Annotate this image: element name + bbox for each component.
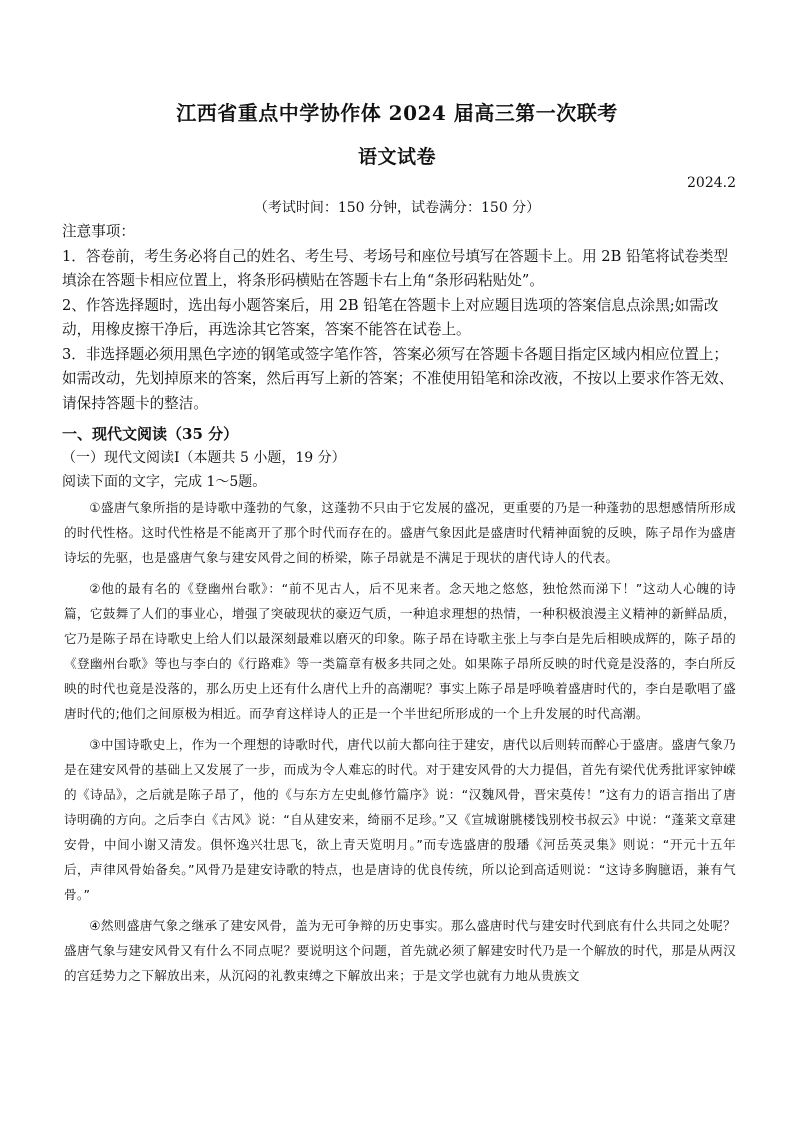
passage-paragraph-1: ①盛唐气象所指的是诗歌中蓬勃的气象，这蓬勃不只由于它发展的盛况，更重要的乃是一种蓬勃的思想感情所形成的时代性格。这时代性格是不能离开了那个时代而存在的。盛唐气象因此是盛唐时代精神面貌的反映，陈子昂作为盛唐诗坛的先驱，也是盛唐气象与建安风骨之间的桥梁，陈子昂就是不满足于现状的唐代诗人的代表。 bbox=[64, 500, 736, 565]
exam-date: 2024.2 bbox=[687, 175, 736, 191]
section-heading: 一、现代文阅读（35 分） bbox=[62, 425, 239, 443]
notice-item-3: 3．非选择题必须用黑色字迹的钢笔或签字笔作答，答案必须写在答题卡各题目指定区域内相应位置上；如需改动，先划掉原来的答案，然后再写上新的答案；不准使用铅笔和涂改液，不按以上要求作答无效、请保持答题卡的整洁。 bbox=[62, 345, 734, 412]
subsection-heading: （一）现代文阅读Ⅰ（本题共 5 小题，19 分） bbox=[62, 450, 346, 466]
notice-item-2: 2、作答选择题时，选出每小题答案后，用 2B 铅笔在答题卡上对应题目选项的答案信息点涂黑;如需改动，用橡皮擦干净后，再选涂其它答案，答案不能答在试卷上。 bbox=[62, 296, 719, 338]
reading-instruction: 阅读下面的文字，完成 1～5题。 bbox=[62, 474, 267, 490]
passage-paragraph-4: ④然则盛唐气象之继承了建安风骨，盖为无可争辩的历史事实。那么盛唐时代与建安时代到底有什么共同之处呢？盛唐气象与建安风骨又有什么不同点呢？要说明这个问题，首先就必须了解建安时代乃是一个解放的时代，那是从两汉的宫廷势力之下解放出来，从沉闷的礼教束缚之下解放出来；于是文学也就有力地从贵族文 bbox=[64, 918, 736, 983]
reading-passage bbox=[64, 495, 736, 994]
notice-heading: 注意事项： bbox=[62, 223, 135, 240]
exam-time-info: （考试时间：150 分钟，试卷满分：150 分） bbox=[253, 200, 541, 216]
exam-subject: 语文试卷 bbox=[357, 146, 436, 168]
notice-item-1: 1．答卷前，考生务必将自己的姓名、考生号、考场号和座位号填写在答题卡上。用 2B 铅笔将试卷类型填涂在答题卡相应位置上，将条形码横贴在答题卡右上角“条形码粘贴处”。 bbox=[62, 247, 729, 289]
passage-paragraph-2: ②他的最有名的《登幽州台歌》：“前不见古人，后不见来者。念天地之悠悠，独怆然而涕下！”这动人心魄的诗篇，它鼓舞了人们的事业心，增强了突破现状的豪迈气质，一种追求理想的热情，一种积极浪漫主义精神的新鲜品质，它乃是陈子昂在诗歌史上给人们以最深刻最难以磨灭的印象。陈子昂在诗歌主张上与李白是先后相映成辉的，陈子昂的《登幽州台歌》等也与李白的《行路难》等一类篇章有极多共同之处。如果陈子昂所反映的时代竟是没落的，李白所反映的时代也竟是没落的，那么历史上还有什么唐代上升的高潮呢？事实上陈子昂是呼唤着盛唐时代的，李白是歌唱了盛唐时代的;他们之间原极为相近。而孕育这样诗人的正是一个半世纪所形成的一个上升发展的时代高潮。 bbox=[64, 581, 736, 721]
exam-title: 江西省重点中学协作体 2024 届高三第一次联考 bbox=[176, 101, 618, 125]
notice-block bbox=[62, 220, 738, 416]
passage-paragraph-3: ③中国诗歌史上，作为一个理想的诗歌时代，唐代以前大都向往于建安，唐代以后则转而醉心于盛唐。盛唐气象乃是在建安风骨的基础上又发展了一步，而成为令人难忘的时代。对于建安风骨的大力提倡，首先有梁代优秀批评家钟嵘的《诗品》，之后就是陈子昂了，他的《与东方左史虬修竹篇序》说：“汉魏风骨，晋宋莫传！”这有力的语言指出了唐诗明确的方向。之后李白《古风》说：“自从建安来，绮丽不足珍。”又《宣城谢朓楼饯别校书叔云》中说：“蓬莱文章建安骨，中间小谢又清发。俱怀逸兴壮思飞，欲上青天览明月。”而专选盛唐的殷璠《河岳英灵集》则说：“开元十五年后，声律风骨始备矣。”风骨乃是建安诗歌的特点，也是唐诗的优良传统，所以论到高适则说：“这诗多胸臆语，兼有气骨。” bbox=[64, 737, 736, 902]
